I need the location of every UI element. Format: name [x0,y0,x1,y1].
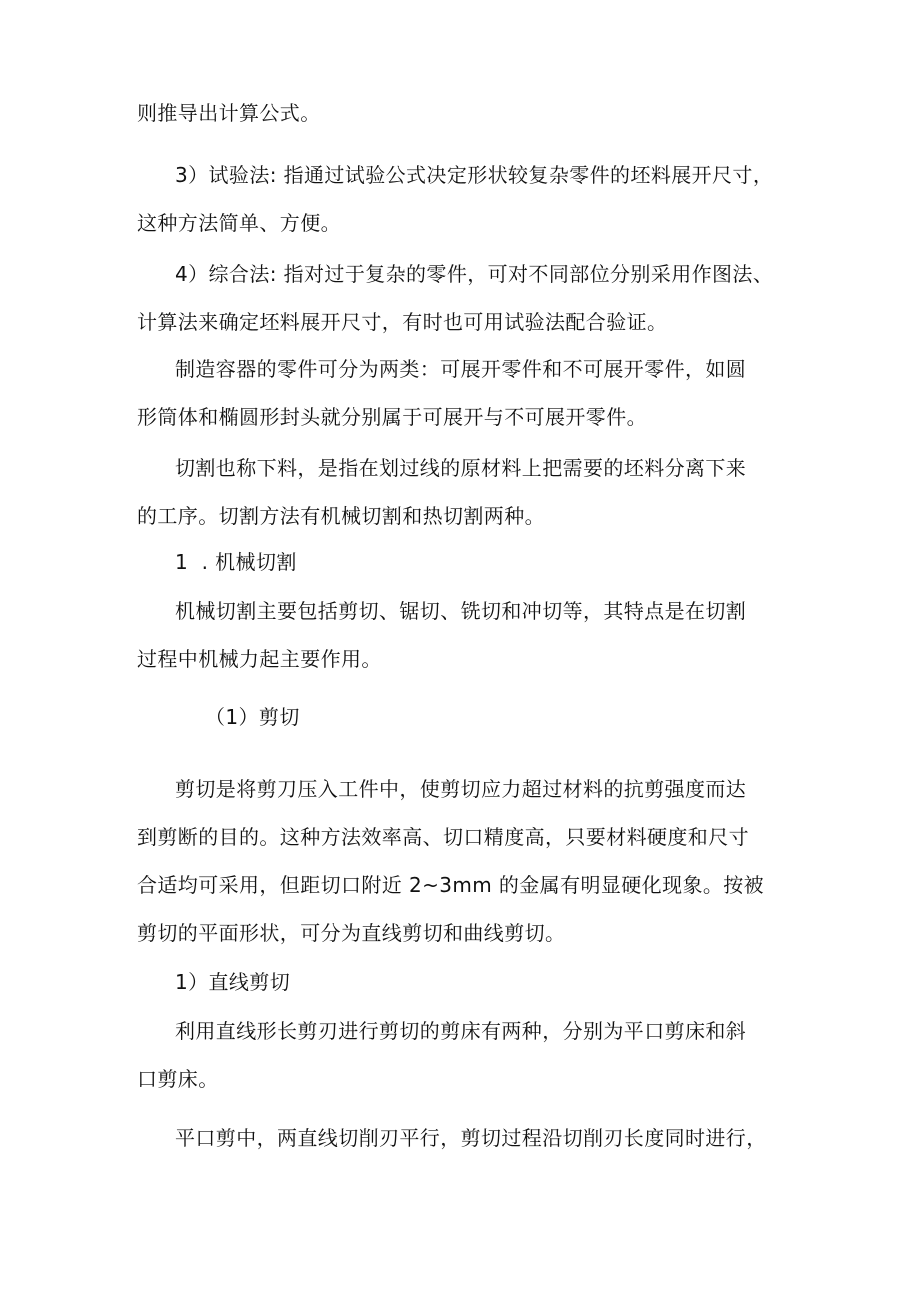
text-line-6: 制造容器的零件可分为两类：可展开零件和不可展开零件，如圆 [175,357,747,381]
text-line-21: 平口剪中，两直线切削刃平行，剪切过程沿切削刃长度同时进行， [175,1126,767,1150]
text-line-5: 计算法来确定坯料展开尺寸，有时也可用试验法配合验证。 [137,310,668,334]
text-line-14: 剪切是将剪刀压入工件中，使剪切应力超过材料的抗剪强度而达 [175,777,747,801]
text-line-16: 合适均可采用，但距切口附近 2~3mm 的金属有明显硬化现象。按被 [137,873,765,897]
text-line-2: 3）试验法: 指通过试验公式决定形状较复杂零件的坯料展开尺寸， [175,163,774,187]
text-line-11: 机械切割主要包括剪切、锯切、铣切和冲切等，其特点是在切割 [175,599,747,623]
text-line-19: 利用直线形长剪刃进行剪切的剪床有两种，分别为平口剪床和斜 [175,1019,747,1043]
text-line-4: 4）综合法: 指对过于复杂的零件，可对不同部位分别采用作图法、 [175,262,774,286]
section-heading-mechanical-cutting: 1 . 机械切割 [175,550,297,574]
text-line-20: 口剪床。 [137,1067,219,1091]
text-line-12: 过程中机械力起主要作用。 [137,647,382,671]
text-line-8: 切割也称下料，是指在划过线的原材料上把需要的坯料分离下来 [175,456,747,480]
text-line-1: 则推导出计算公式。 [137,101,321,125]
text-line-15: 到剪断的目的。这种方法效率高、切口精度高，只要材料硬度和尺寸 [137,825,749,849]
text-line-17: 剪切的平面形状，可分为直线剪切和曲线剪切。 [137,921,566,945]
subheading-shearing: （1）剪切 [205,705,300,729]
subheading-straight-shearing: 1）直线剪切 [175,970,291,994]
text-line-9: 的工序。切割方法有机械切割和热切割两种。 [137,504,545,528]
text-line-7: 形筒体和椭圆形封头就分别属于可展开与不可展开零件。 [137,405,647,429]
text-line-3: 这种方法简单、方便。 [137,211,341,235]
